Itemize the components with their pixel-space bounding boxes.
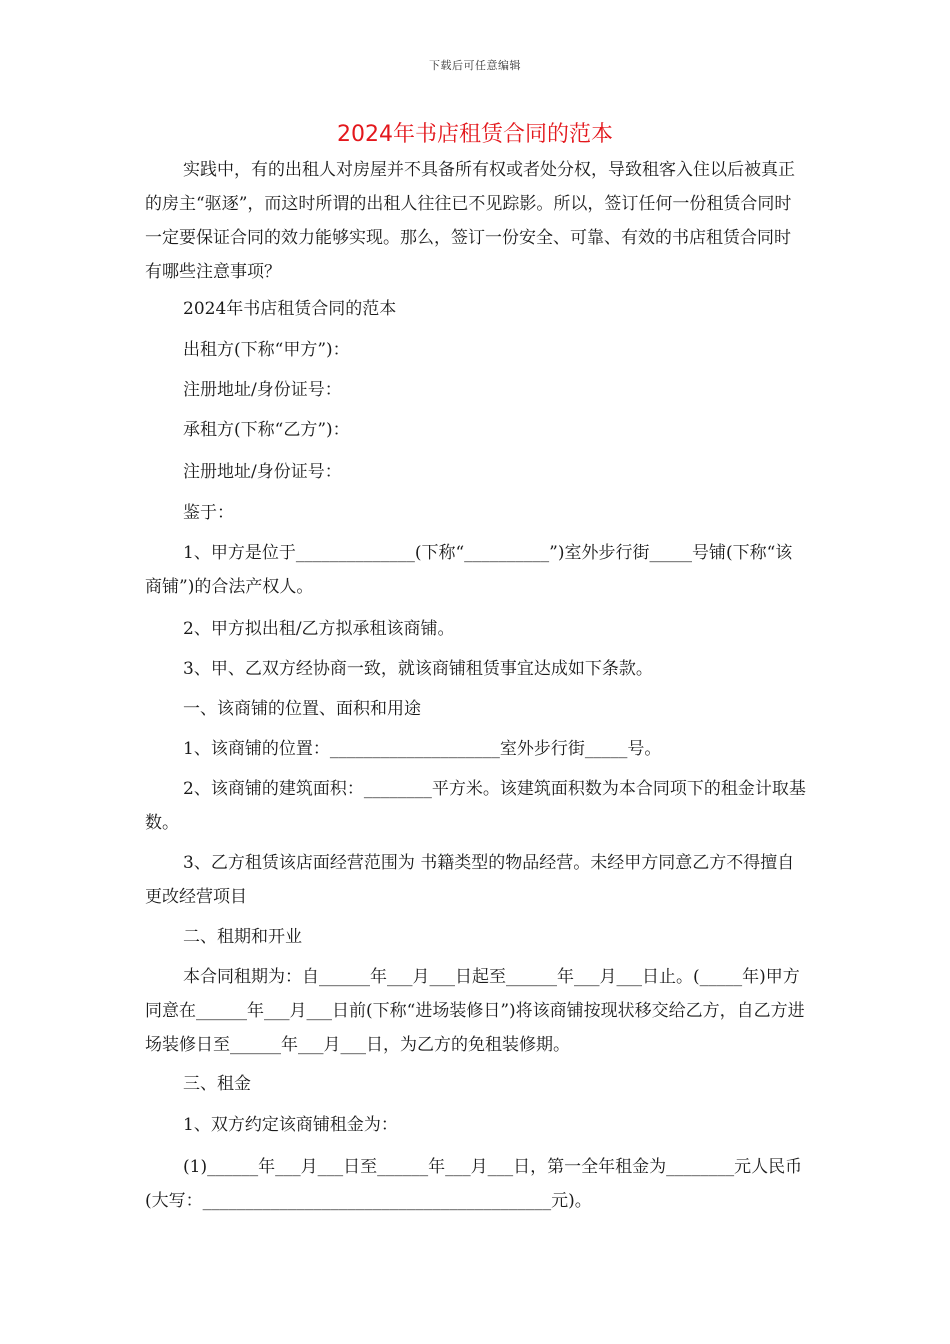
whereas-line: 鉴于： — [183, 503, 234, 523]
lessee-line: 承租方(下称“乙方”)： — [183, 420, 350, 440]
lessee-address-line: 注册地址/身份证号： — [183, 462, 342, 482]
clause-1-2 — [145, 772, 807, 840]
intro-text: 实践中，有的出租人对房屋并不具备所有权或者处分权，导致租客入住以后被真正的房主“驱逐”，而这时所谓的出租人往往已不见踪影。所以，签订任何一份租赁合同时一定要保证合同的效力能够实现。那么，签订一份安全、可靠、有效的书店租赁合同时有哪些注意事项？ — [145, 160, 795, 282]
whereas-3: 3、甲、乙双方经协商一致，就该商铺租赁事宜达成如下条款。 — [183, 659, 653, 679]
contract-heading: 2024年书店租赁合同的范本 — [183, 299, 397, 319]
whereas-1 — [145, 536, 807, 604]
header-note: 下载后可任意编辑 — [429, 59, 521, 72]
term-text: 本合同租期为：自______年___月___日起至______年___月___日止。(_____年)甲方同意在______年___月___日前(下称“进场装修日”)将该商铺按现状移交给乙方，自乙方进场装修日至______年___月___日，为乙方的免租装修期。 — [145, 967, 805, 1055]
lessor-address-line: 注册地址/身份证号： — [183, 380, 342, 400]
section-2-heading: 二、租期和开业 — [183, 927, 302, 947]
document-title: 2024年书店租赁合同的范本 — [337, 122, 613, 147]
intro-paragraph — [145, 153, 807, 289]
term-paragraph — [145, 960, 807, 1062]
clause-1-3-text: 3、乙方租赁该店面经营范围为 书籍类型的物品经营。未经甲方同意乙方不得擅自更改经营项目 — [145, 853, 795, 907]
clause-1-1: 1、该商铺的位置：____________________室外步行街_____号。 — [183, 739, 662, 759]
clause-1-3 — [145, 846, 807, 914]
section-1-heading: 一、该商铺的位置、面积和用途 — [183, 699, 421, 719]
whereas-2: 2、甲方拟出租/乙方拟承租该商铺。 — [183, 619, 455, 639]
section-3-heading: 三、租金 — [183, 1074, 251, 1094]
clause-1-2-text: 2、该商铺的建筑面积：________平方米。该建筑面积数为本合同项下的租金计取基数。 — [145, 779, 806, 833]
rent-item-1-text: (1)______年___月___日至______年___月___日，第一全年租金为________元人民币(大写：_________________________________________元)。 — [145, 1157, 803, 1211]
rent-item-1 — [145, 1150, 807, 1218]
rent-clause-1: 1、双方约定该商铺租金为： — [183, 1115, 398, 1135]
whereas-1-text: 1、甲方是位于______________(下称“__________”)室外步行街_____号铺(下称“该商铺”)的合法产权人。 — [145, 543, 793, 597]
lessor-line: 出租方(下称“甲方”)： — [183, 340, 350, 360]
